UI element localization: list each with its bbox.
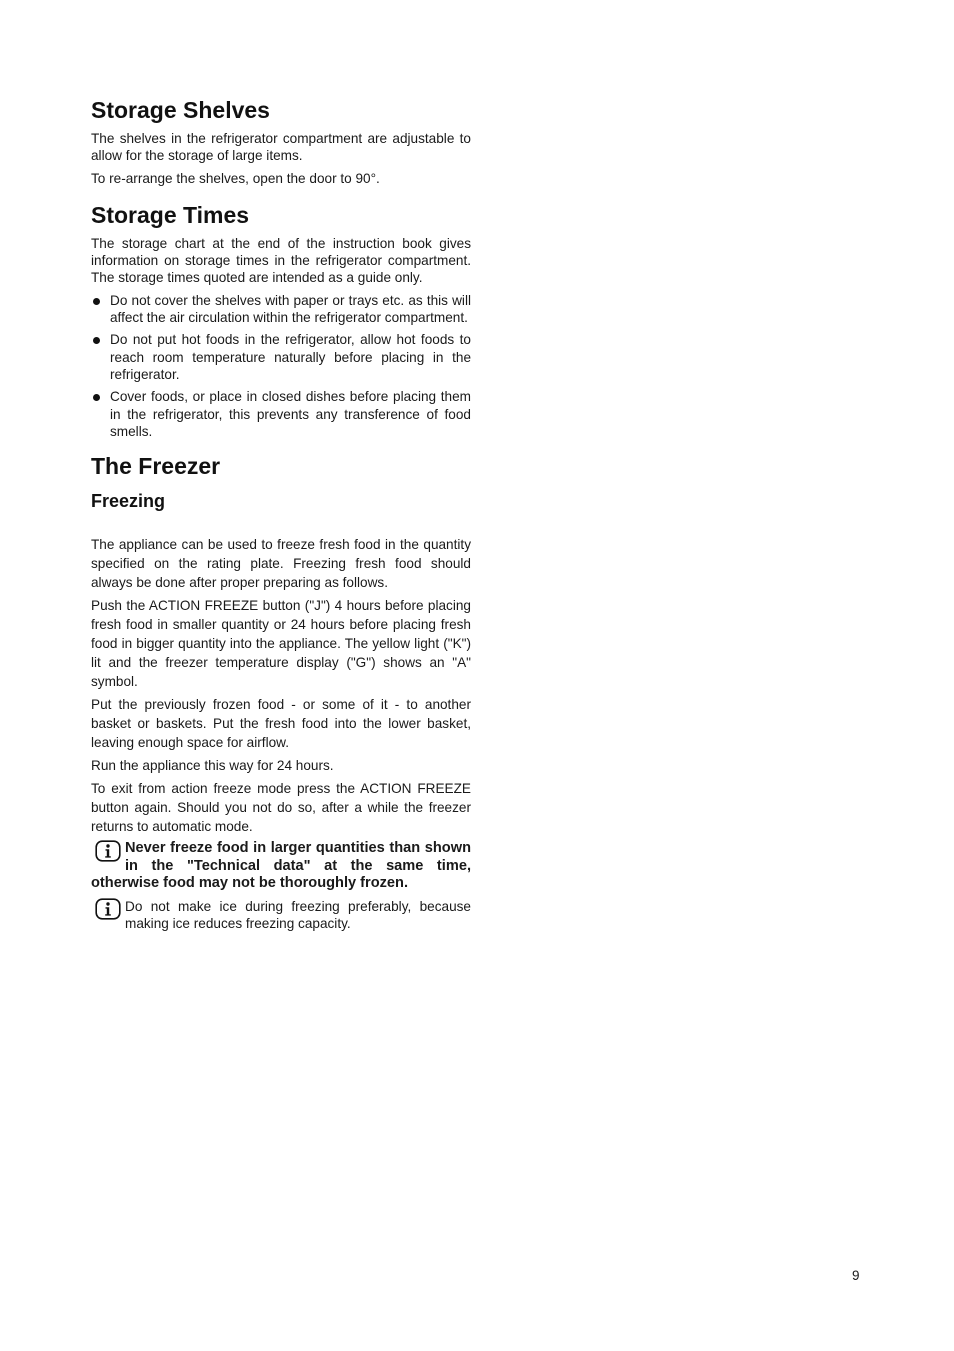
list-item — [91, 292, 471, 327]
info-note — [91, 898, 471, 933]
the-freezer-heading: The Freezer — [91, 453, 221, 480]
list-item — [91, 331, 471, 383]
info-icon — [95, 898, 121, 920]
freezer-paragraph-4: Run the appliance this way for 24 hours. — [91, 758, 334, 774]
storage-times-heading: Storage Times — [91, 201, 250, 228]
freezer-paragraph-1: The appliance can be used to freeze fresh food in the quantity specified on the rating plate. Freezing fresh food should always be done after proper preparing as follows. — [91, 537, 471, 591]
warning-note — [91, 840, 471, 893]
freezing-subheading: Freezing — [91, 491, 166, 512]
list-item-text: Do not put hot foods in the refrigerator, allow hot foods to reach room temperature naturally before placing in the refrigerator. — [110, 332, 471, 382]
storage-shelves-paragraph-1: The shelves in the refrigerator compartment are adjustable to allow for the storage of large items. — [91, 131, 471, 164]
list-item-text: Cover foods, or place in closed dishes before placing them in the refrigerator, this prevents any transference of food smells. — [110, 389, 471, 439]
bullet-icon — [93, 394, 100, 401]
info-icon — [95, 840, 121, 862]
freezer-paragraph-5: To exit from action freeze mode press the ACTION FREEZE button again. Should you not do so, after a while the freezer returns to automatic mode. — [91, 781, 471, 835]
storage-times-bullet-list — [91, 292, 471, 440]
page-number: 9 — [852, 1268, 860, 1283]
freezer-paragraph-3: Put the previously frozen food - or some of it - to another basket or baskets. Put the fresh food into the lower basket, leaving enough space for airflow. — [91, 697, 471, 751]
bullet-icon — [93, 298, 100, 305]
storage-shelves-paragraph-2: To re-arrange the shelves, open the door to 90°. — [91, 170, 380, 186]
content-column — [91, 96, 471, 937]
info-note-text: Do not make ice during freezing preferably, because making ice reduces freezing capacity. — [125, 898, 471, 931]
list-item — [91, 388, 471, 440]
warning-note-text: Never freeze food in larger quantities than shown in the "Technical data" at the same time, otherwise food may not be thoroughly frozen. — [91, 840, 471, 892]
storage-shelves-heading: Storage Shelves — [91, 97, 270, 123]
bullet-icon — [93, 337, 100, 344]
list-item-text: Do not cover the shelves with paper or trays etc. as this will affect the air circulation within the refrigerator compartment. — [110, 292, 471, 326]
freezer-paragraph-2: Push the ACTION FREEZE button ("J") 4 hours before placing fresh food in smaller quantity or 24 hours before placing fresh food in bigger quantity into the appliance. The yellow light ("K") lit and the freezer temperature display ("G") shows an "A" symbol. — [91, 598, 471, 690]
storage-times-intro: The storage chart at the end of the instruction book gives information on storage times in the refrigerator compartment. The storage times quoted are intended as a guide only. — [91, 235, 471, 286]
